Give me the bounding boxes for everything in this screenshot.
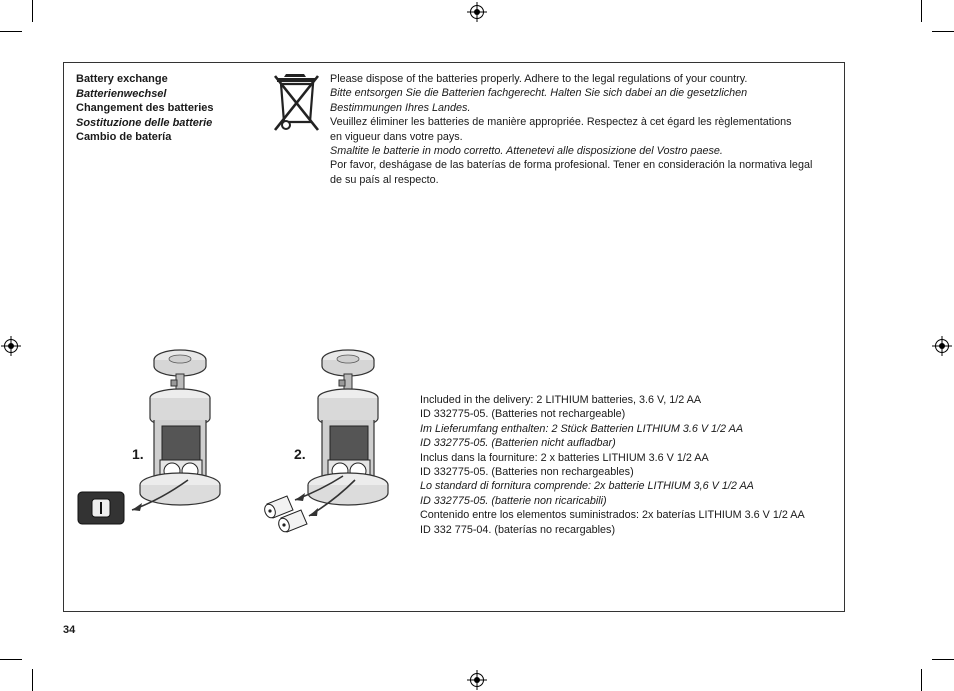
delivery-it: Lo standard di fornitura comprende: 2x batterie LITHIUM 3,6 V 1/2 AA bbox=[420, 480, 754, 493]
registration-mark-icon bbox=[467, 670, 487, 690]
delivery-it: ID 332775-05. (batterie non ricaricabili) bbox=[420, 494, 607, 507]
delivery-fr: Inclus dans la fourniture: 2 x batteries LITHIUM 3.6 V 1/2 AA bbox=[420, 451, 709, 464]
disposal-it: Smaltite le batterie in modo corretto. Attenetevi alle disposizione del Vostro paese. bbox=[330, 145, 723, 158]
disposal-fr: en vigueur dans votre pays. bbox=[330, 130, 463, 143]
battery-removal-illustration bbox=[255, 340, 405, 540]
disposal-es: Por favor, deshágase de las baterías de forma profesional. Tener en consideración la normativa legal bbox=[330, 159, 813, 172]
delivery-en: Included in the delivery: 2 LITHIUM batteries, 3.6 V, 1/2 AA bbox=[420, 394, 702, 406]
disposal-notice bbox=[330, 72, 835, 187]
heading-de: Batterienwechsel bbox=[76, 87, 167, 100]
step-1-label: 1. bbox=[132, 446, 144, 462]
section-headings bbox=[76, 72, 214, 145]
disposal-en: Please dispose of the batteries properly. Adhere to the legal regulations of your country. bbox=[330, 73, 748, 85]
delivery-contents bbox=[420, 393, 840, 537]
heading-it: Sostituzione delle batterie bbox=[76, 116, 213, 129]
crop-mark bbox=[921, 0, 922, 22]
crossed-out-wheelie-bin-icon bbox=[272, 70, 322, 136]
delivery-es: ID 332 775-04. (baterías no recargables) bbox=[420, 523, 616, 536]
registration-mark-icon bbox=[932, 336, 952, 356]
disposal-es: de su país al respecto. bbox=[330, 173, 439, 186]
heading-en: Battery exchange bbox=[76, 73, 168, 85]
heading-fr: Changement des batteries bbox=[76, 102, 214, 114]
delivery-de: Im Lieferumfang enthalten: 2 Stück Batterien LITHIUM 3.6 V 1/2 AA bbox=[420, 422, 744, 435]
crop-mark bbox=[932, 659, 954, 660]
step-2-label: 2. bbox=[294, 446, 306, 462]
crop-mark bbox=[0, 659, 22, 660]
disposal-de: Bitte entsorgen Sie die Batterien fachgerecht. Halten Sie sich dabei an die gesetzlichen bbox=[330, 87, 748, 100]
crop-mark bbox=[921, 669, 922, 691]
registration-mark-icon bbox=[1, 336, 21, 356]
crop-mark bbox=[32, 669, 33, 691]
disposal-de: Bestimmungen Ihres Landes. bbox=[330, 101, 471, 114]
crop-mark bbox=[32, 0, 33, 22]
disposal-fr: Veuillez éliminer les batteries de manière appropriée. Respectez à cet égard les règlementations bbox=[330, 116, 792, 129]
heading-es: Cambio de batería bbox=[76, 131, 172, 143]
crop-mark bbox=[0, 31, 22, 32]
battery-cover-removal-illustration bbox=[70, 340, 240, 540]
delivery-en: ID 332775-05. (Batteries not rechargeable) bbox=[420, 408, 626, 421]
delivery-fr: ID 332775-05. (Batteries non rechargeables) bbox=[420, 466, 634, 479]
delivery-es: Contenido entre los elementos suministrados: 2x baterías LITHIUM 3.6 V 1/2 AA bbox=[420, 509, 805, 522]
crop-mark bbox=[932, 31, 954, 32]
delivery-de: ID 332775-05. (Batterien nicht aufladbar) bbox=[420, 437, 616, 450]
page-number: 34 bbox=[63, 624, 76, 636]
registration-mark-icon bbox=[467, 2, 487, 22]
